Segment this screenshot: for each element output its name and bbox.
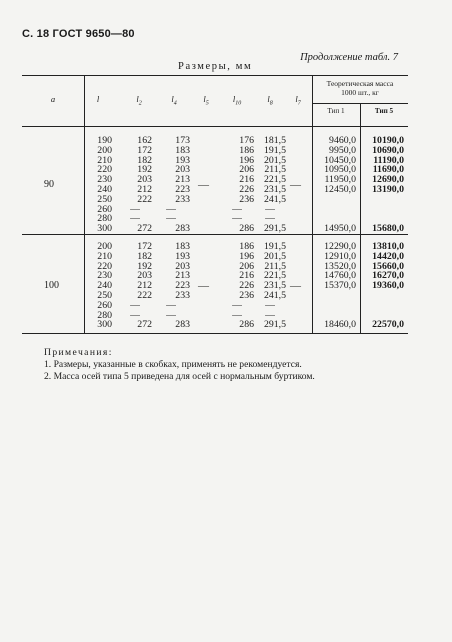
cell-l4: 183 — [175, 241, 190, 252]
column-type1 — [312, 136, 356, 234]
cell-l2: 272 — [137, 319, 152, 331]
cell-l4: — — [166, 203, 176, 215]
cell-l2: 162 — [137, 135, 152, 146]
cell-l8: 211,5 — [264, 260, 286, 272]
cell-type1: 15370,0 — [324, 280, 356, 292]
cell-l6: 286 — [239, 319, 254, 331]
cell-l: 230 — [97, 174, 112, 186]
cell-l2: 212 — [137, 183, 152, 195]
dimensions-group-title: Размеры, мм — [178, 61, 253, 72]
cell-l6: — — [232, 203, 242, 215]
cell-l5: — — [198, 280, 209, 293]
cell-type5: 13190,0 — [372, 183, 404, 195]
cell-l6: 196 — [239, 154, 254, 166]
cell-l: 280 — [97, 213, 112, 225]
cell-l8: — — [265, 203, 275, 215]
cell-type5 — [360, 195, 404, 205]
header-l10: $l_{10}$ — [232, 94, 242, 107]
cell-l4: 203 — [175, 260, 190, 272]
cell-l4: 193 — [175, 154, 190, 166]
column-l6 — [220, 136, 254, 234]
cell-l2: — — [130, 299, 140, 311]
cell-l2: 182 — [137, 250, 152, 262]
cell-l: 300 — [97, 319, 112, 331]
cell-l4: 203 — [175, 164, 190, 176]
cell-l8: 241,5 — [263, 193, 286, 205]
header-l5: $l_5$ — [203, 94, 209, 107]
cell-l4: 283 — [175, 223, 190, 235]
cell-l8: 241,5 — [263, 289, 286, 301]
cell-l2: 222 — [137, 193, 152, 205]
cell-type1: 9950,0 — [329, 144, 356, 156]
cell-type5 — [360, 301, 404, 311]
cell-l: 230 — [97, 270, 112, 282]
cell-l8: 191,5 — [263, 241, 286, 252]
cell-l2: 192 — [137, 164, 152, 176]
cell-l2: 203 — [137, 174, 152, 186]
column-type5 — [360, 242, 404, 330]
cell-l6: 286 — [239, 223, 254, 235]
cell-l: 190 — [97, 135, 112, 146]
cell-l: 260 — [97, 203, 112, 215]
cell-type1 — [312, 301, 356, 311]
cell-type1: 14950,0 — [324, 223, 356, 235]
cell-l2: 182 — [137, 154, 152, 166]
cell-l4: 223 — [175, 280, 190, 292]
cell-l8: — — [265, 309, 275, 321]
cell-l6: 216 — [239, 174, 254, 186]
header-type5: Тип 5 — [374, 107, 394, 115]
cell-type1: 12290,0 — [324, 241, 356, 252]
cell-type1: 13520,0 — [324, 260, 356, 272]
cell-l6: 186 — [239, 144, 254, 156]
cell-l8: 211,5 — [264, 164, 286, 176]
cell-l: 240 — [97, 280, 112, 292]
cell-l8: 291,5 — [263, 223, 286, 235]
cell-l8: — — [265, 299, 275, 311]
cell-l6: 216 — [239, 270, 254, 282]
cell-type1 — [312, 291, 356, 301]
cell-l6: 186 — [239, 241, 254, 252]
cell-l4: 173 — [175, 135, 190, 146]
cell-type1: 9460,0 — [329, 135, 356, 146]
cell-type5: 15680,0 — [372, 223, 404, 235]
cell-l: 250 — [97, 289, 112, 301]
cell-l6: 226 — [239, 280, 254, 292]
column-l8 — [254, 136, 286, 234]
cell-l8: 231,5 — [263, 280, 286, 292]
cell-l6: 206 — [239, 260, 254, 272]
cell-l7: — — [290, 280, 301, 293]
cell-l2: — — [130, 203, 140, 215]
cell-l2: 172 — [137, 241, 152, 252]
cell-type5 — [360, 205, 404, 215]
cell-l6: 176 — [239, 135, 254, 146]
cell-l: 280 — [97, 309, 112, 321]
column-type5 — [360, 136, 404, 234]
cell-l2: 192 — [137, 260, 152, 272]
header-l4: $l_4$ — [171, 94, 177, 107]
cell-l: 210 — [97, 154, 112, 166]
cell-l2: 203 — [137, 270, 152, 282]
cell-type5: 11690,0 — [372, 164, 404, 176]
cell-type1: 12450,0 — [324, 183, 356, 195]
cell-type5 — [360, 291, 404, 301]
column-type1 — [312, 242, 356, 330]
cell-l8: 201,5 — [263, 154, 286, 166]
header-l8: $l_8$ — [267, 94, 273, 107]
cell-type5: 13810,0 — [372, 241, 404, 252]
section-a-90 — [22, 127, 408, 235]
cell-l2: 172 — [137, 144, 152, 156]
cell-type1: 14760,0 — [324, 270, 356, 282]
table-header — [22, 75, 408, 127]
cell-type5: 22570,0 — [372, 319, 404, 331]
cell-l8: 231,5 — [263, 183, 286, 195]
cell-l8: 201,5 — [263, 250, 286, 262]
cell-l: 250 — [97, 193, 112, 205]
cell-type5: 15660,0 — [372, 260, 404, 272]
column-l — [84, 136, 112, 234]
cell-l: 210 — [97, 250, 112, 262]
cell-type1: 10950,0 — [324, 164, 356, 176]
cell-l: 220 — [97, 164, 112, 176]
cell-type5: 10690,0 — [372, 144, 404, 156]
cell-l4: 233 — [175, 193, 190, 205]
table-notes — [44, 347, 315, 383]
cell-type1: 10450,0 — [324, 154, 356, 166]
cell-l4: 193 — [175, 250, 190, 262]
cell-l6: 196 — [239, 250, 254, 262]
column-l2 — [118, 242, 152, 330]
cell-l6: — — [232, 213, 242, 225]
cell-l6: 236 — [239, 193, 254, 205]
cell-l2: — — [130, 309, 140, 321]
cell-type1: 12910,0 — [324, 250, 356, 262]
cell-type1 — [312, 205, 356, 215]
cell-l6: 236 — [239, 289, 254, 301]
cell-l6: 206 — [239, 164, 254, 176]
cell-l7: — — [290, 179, 301, 191]
cell-type5: 14420,0 — [372, 250, 404, 262]
notes-title: Примечания: — [44, 347, 113, 358]
cell-type5: 19360,0 — [372, 280, 404, 292]
cell-l8: 191,5 — [263, 144, 286, 156]
cell-l: 300 — [97, 223, 112, 235]
cell-type5: 12690,0 — [372, 174, 404, 186]
header-type1: Тип 1 — [327, 107, 345, 115]
section-a-100 — [22, 235, 408, 334]
column-l6 — [220, 242, 254, 330]
cell-l6: — — [232, 309, 242, 321]
cell-l4: — — [166, 299, 176, 311]
cell-l6: 226 — [239, 183, 254, 195]
cell-l4: — — [166, 309, 176, 321]
header-l7: $l_7$ — [295, 94, 301, 107]
header-theoretical-mass: Теоретическая масса 1000 шт., кг — [326, 79, 394, 97]
cell-type1: 11950,0 — [324, 174, 356, 186]
cell-l8: 291,5 — [263, 319, 286, 331]
column-l — [84, 242, 112, 330]
cell-l8: — — [265, 213, 275, 225]
column-l4 — [152, 136, 190, 234]
cell-type5: 16270,0 — [372, 270, 404, 282]
cell-l4: 223 — [175, 183, 190, 195]
cell-l8: 221,5 — [263, 174, 286, 186]
cell-a: 90 — [44, 179, 54, 190]
column-l2 — [118, 136, 152, 234]
column-l8 — [254, 242, 286, 330]
cell-type1: 18460,0 — [324, 319, 356, 331]
header-l2: $l_2$ — [136, 94, 142, 107]
cell-l8: 181,5 — [263, 135, 286, 146]
note-1: 1. Размеры, указанные в скобках, применять не рекомендуется. — [44, 359, 302, 370]
cell-type5: 10190,0 — [372, 135, 404, 146]
cell-l8: 221,5 — [263, 270, 286, 282]
cell-a: 100 — [44, 280, 59, 292]
column-l4 — [152, 242, 190, 330]
cell-l2: 212 — [137, 280, 152, 292]
cell-l2: 272 — [137, 223, 152, 235]
dimensions-table — [22, 75, 408, 334]
cell-l4: 213 — [175, 174, 190, 186]
cell-l: 220 — [97, 260, 112, 272]
cell-l4: 283 — [175, 319, 190, 331]
cell-l4: 183 — [175, 144, 190, 156]
cell-l4: — — [166, 213, 176, 225]
cell-l6: — — [232, 299, 242, 311]
cell-l: 260 — [97, 299, 112, 311]
header-a: a — [50, 94, 56, 104]
page-header: С. 18 ГОСТ 9650—80 — [22, 28, 135, 40]
note-2: 2. Масса осей типа 5 приведена для осей с нормальным буртиком. — [44, 371, 315, 382]
header-l: l — [96, 94, 100, 104]
cell-l5: — — [198, 179, 209, 191]
cell-l2: 222 — [137, 289, 152, 301]
cell-l4: 233 — [175, 289, 190, 301]
cell-l4: 213 — [175, 270, 190, 282]
cell-l: 200 — [97, 241, 112, 252]
cell-l: 200 — [97, 144, 112, 156]
cell-type5: 11190,0 — [373, 154, 404, 166]
cell-l2: — — [130, 213, 140, 225]
cell-type1 — [312, 195, 356, 205]
table-continuation-label: Продолжение табл. 7 — [300, 52, 398, 63]
cell-l: 240 — [97, 183, 112, 195]
